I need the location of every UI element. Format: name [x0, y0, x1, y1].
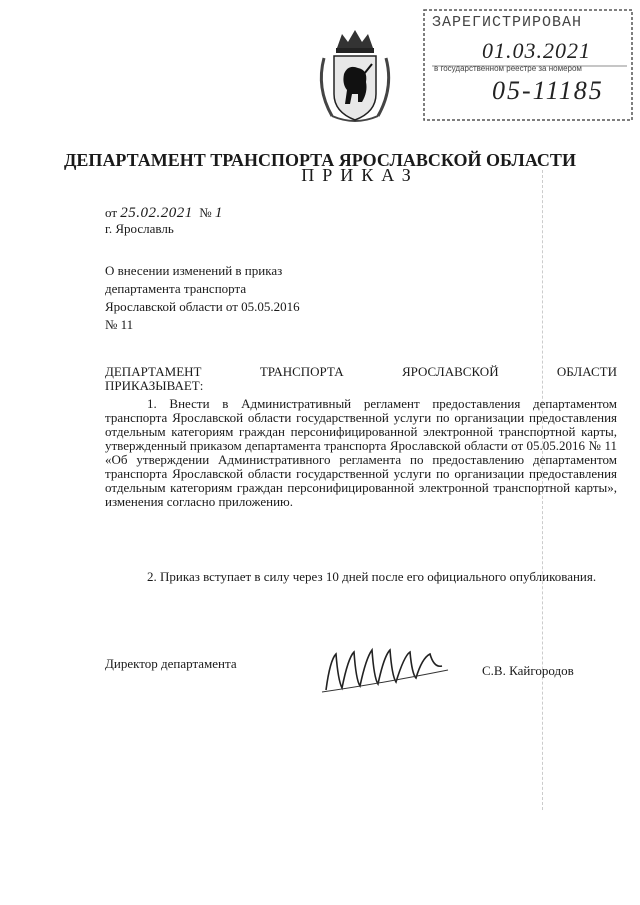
preamble-word: ЯРОСЛАВСКОЙ	[401, 364, 499, 379]
order-date: 25.02.2021	[120, 205, 193, 221]
preamble-word: ОБЛАСТИ	[556, 364, 617, 379]
from-prefix: от	[105, 205, 118, 220]
paragraph-2: 2. Приказ вступает в силу через 10 дней после его официального опубликования.	[147, 569, 597, 584]
subject-line: департамента транспорта	[105, 281, 247, 296]
order-subject	[105, 262, 300, 334]
signatory-name: С.В. Кайгородов	[482, 663, 574, 678]
preamble-word: ДЕПАРТАМЕНТ	[105, 364, 202, 379]
preamble-end: ПРИКАЗЫВАЕТ:	[105, 378, 204, 393]
order-date-line	[105, 205, 223, 222]
order-number: 1	[214, 205, 223, 221]
document-type: ПРИКАЗ	[301, 165, 419, 185]
order-city: г. Ярославль	[105, 221, 174, 236]
yaroslavl-coat-of-arms-icon	[312, 28, 398, 128]
preamble-word: ТРАНСПОРТА	[259, 364, 344, 379]
number-prefix: №	[199, 205, 212, 220]
department-title: ДЕПАРТАМЕНТ ТРАНСПОРТА ЯРОСЛАВСКОЙ ОБЛАСТИ	[64, 150, 576, 170]
stamp-number: 05-11185	[492, 76, 604, 105]
stamp-date: 01.03.2021	[482, 38, 591, 63]
registration-stamp	[422, 8, 636, 124]
signatory-position: Директор департамента	[105, 656, 237, 671]
subject-line: № 11	[105, 317, 134, 332]
subject-line: О внесении изменений в приказ	[105, 263, 283, 278]
order-preamble	[105, 365, 617, 393]
handwritten-signature	[318, 640, 468, 700]
subject-line: Ярославской области от 05.05.2016	[105, 299, 300, 314]
stamp-title: ЗАРЕГИСТРИРОВАН	[432, 14, 583, 31]
paragraph-1: 1. Внести в Административный регламент предоставления департаментом транспорта Ярославской области государственной услуги по организации предоставления отдельным категориям граждан персонифицированной электронной транспортной карты, утвержденный приказом департамента транспорта Ярославской области от 05.05.2016 № 11 «Об утверждении Административного регламента по предоставлению департаментом транспорта Ярославской области государственной услуги по организации предоставления отдельным категориям граждан персонифицированной электронной транспортной карты», изменения согласно приложению.	[105, 396, 617, 509]
stamp-caption: в государственном реестре за номером	[434, 64, 582, 73]
